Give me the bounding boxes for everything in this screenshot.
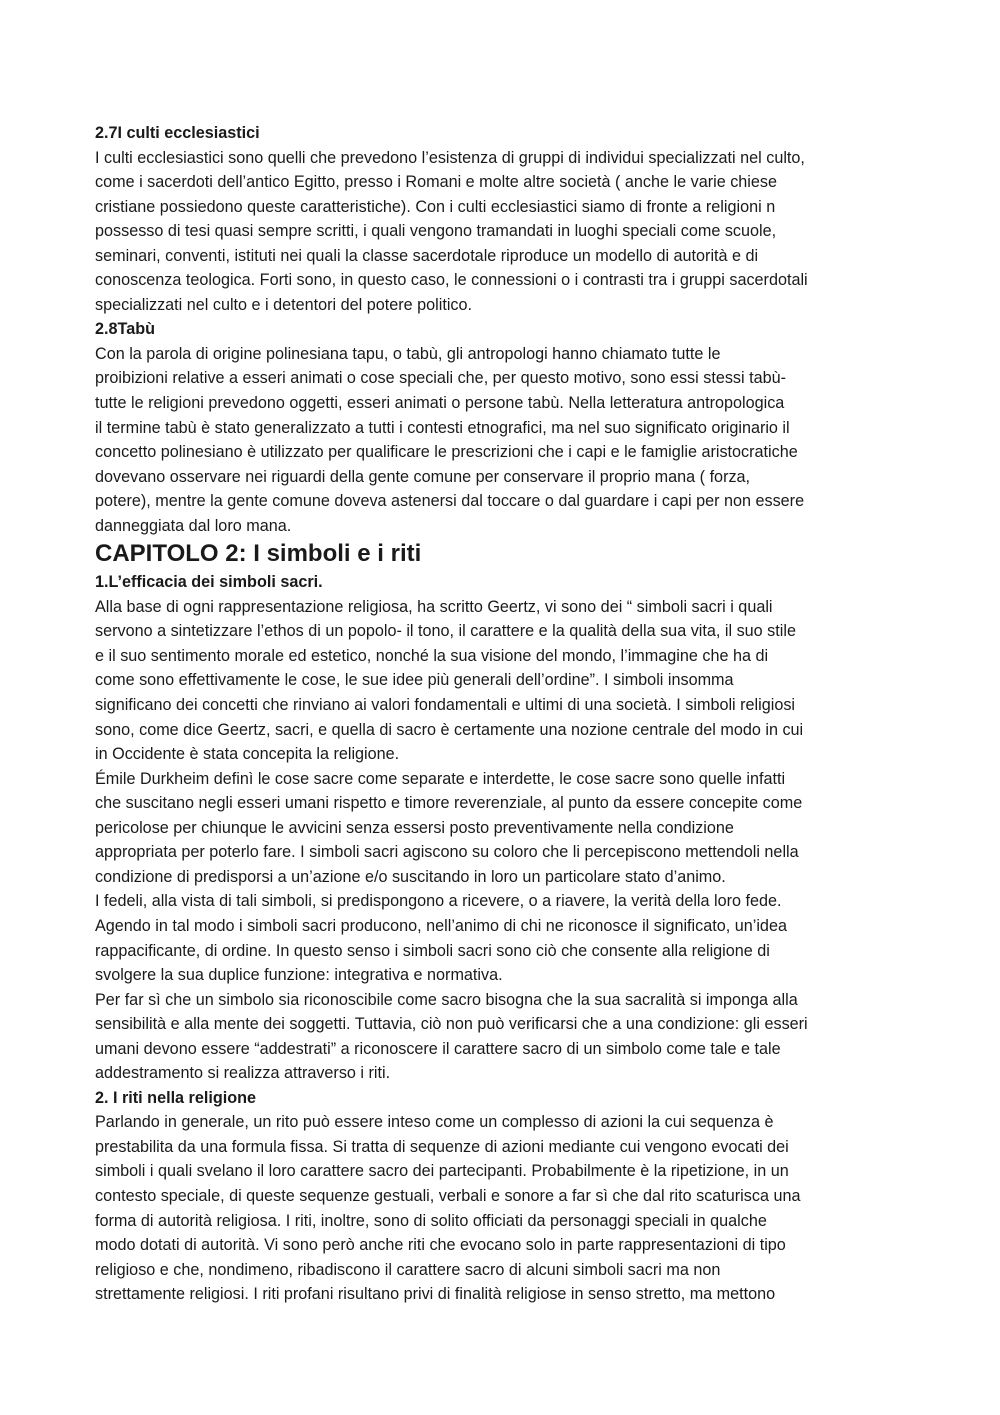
paragraph-line: concetto polinesiano è utilizzato per qualificare le prescrizioni che i capi e le famiglie aristocratiche xyxy=(95,443,798,462)
document-page xyxy=(95,121,915,1307)
paragraph-line: condizione di predisporsi a un’azione e/o suscitando in loro un particolare stato d’animo. xyxy=(95,867,726,886)
paragraph-line: come i sacerdoti dell’antico Egitto, presso i Romani e molte altre società ( anche le varie chiese xyxy=(95,173,778,192)
paragraph-line: danneggiata dal loro mana. xyxy=(95,516,292,535)
chapter-title: CAPITOLO 2: I simboli e i riti xyxy=(95,540,422,568)
paragraph-line: rappacificante, di ordine. In questo senso i simboli sacri sono ciò che consente alla religione di xyxy=(95,941,770,960)
paragraph-line: svolgere la sua duplice funzione: integrativa e normativa. xyxy=(95,966,503,985)
paragraph-line: sensibilità e alla mente dei soggetti. Tuttavia, ciò non può verificarsi che a una condizione: gli esseri xyxy=(95,1015,808,1034)
paragraph-line: strettamente religiosi. I riti profani risultano privi di finalità religiose in senso stretto, ma mettono xyxy=(95,1285,776,1304)
paragraph-line: potere), mentre la gente comune doveva astenersi dal toccare o dal guardare i capi per non essere xyxy=(95,492,805,511)
paragraph-line: il termine tabù è stato generalizzato a tutti i contesti etnografici, ma nel suo significato originario il xyxy=(95,418,790,437)
section-culti-ecclesiastici xyxy=(95,121,915,317)
paragraph-line: pericolose per chiunque le avvicini senza essersi posto preventivamente nella condizione xyxy=(95,818,734,837)
paragraph-line: Alla base di ogni rappresentazione religiosa, ha scritto Geertz, vi sono dei “ simboli sacri i quali xyxy=(95,597,773,616)
section-tabu xyxy=(95,317,915,538)
paragraph-line: specializzati nel culto e i detentori del potere politico. xyxy=(95,295,473,314)
section-riti-religione xyxy=(95,1086,915,1307)
paragraph-line: significano dei concetti che rinviano ai valori fondamentali e ultimi di una società. I simboli religiosi xyxy=(95,696,796,715)
paragraph-line: seminari, conventi, istituti nei quali la classe sacerdotale riproduce un modello di autorità e di xyxy=(95,246,759,265)
paragraph-line: come sono effettivamente le cose, le sue idee più generali dell’ordine”. I simboli insomma xyxy=(95,671,734,690)
paragraph-line: addestramento si realizza attraverso i riti. xyxy=(95,1064,391,1083)
paragraph-line: modo dotati di autorità. Vi sono però anche riti che evocano solo in parte rappresentazioni di tipo xyxy=(95,1236,786,1255)
paragraph-line: servono a sintetizzare l’ethos di un popolo- il tono, il carattere e la qualità della sua vita, il suo stile xyxy=(95,622,796,641)
section-efficacia-simboli xyxy=(95,570,915,1085)
section-heading: 2.7I culti ecclesiastici xyxy=(95,124,260,142)
paragraph-line: che suscitano negli esseri umani rispetto e timore reverenziale, al punto da essere concepite come xyxy=(95,794,803,813)
paragraph-line: appropriata per poterlo fare. I simboli sacri agiscono su coloro che li percepiscono mettendoli nella xyxy=(95,843,799,862)
paragraph-line: sono, come dice Geertz, sacri, e quella di sacro è certamente una nozione centrale del modo in cui xyxy=(95,720,804,739)
paragraph-line: contesto speciale, di queste sequenze gestuali, verbali e sonore a far sì che dal rito scaturisca una xyxy=(95,1186,801,1205)
paragraph-line: Con la parola di origine polinesiana tapu, o tabù, gli antropologi hanno chiamato tutte le xyxy=(95,344,721,363)
paragraph-line: Parlando in generale, un rito può essere inteso come un complesso di azioni la cui sequenza è xyxy=(95,1113,774,1132)
paragraph-line: e il suo sentimento morale ed estetico, nonché la sua visione del mondo, l’immagine che ha di xyxy=(95,646,769,665)
paragraph-line: conoscenza teologica. Forti sono, in questo caso, le connessioni o i contrasti tra i gruppi sacerdotali xyxy=(95,271,808,290)
paragraph-line: Agendo in tal modo i simboli sacri producono, nell’animo di chi ne riconosce il significato, un’idea xyxy=(95,916,787,935)
paragraph-line: tutte le religioni prevedono oggetti, esseri animati o persone tabù. Nella letteratura antropologica xyxy=(95,394,785,413)
paragraph-line: I culti ecclesiastici sono quelli che prevedono l’esistenza di gruppi di individui specializzati nel culto, xyxy=(95,148,805,167)
paragraph-line: I fedeli, alla vista di tali simboli, si predispongono a ricevere, o a riavere, la verità della loro fede. xyxy=(95,892,782,911)
paragraph-line: proibizioni relative a esseri animati o cose speciali che, per questo motivo, sono essi stessi tabù- xyxy=(95,369,787,388)
paragraph-line: dovevano osservare nei riguardi della gente comune per conservare il proprio mana ( forza, xyxy=(95,467,751,486)
section-heading: 2. I riti nella religione xyxy=(95,1088,257,1107)
paragraph-line: prestabilita da una formula fissa. Si tratta di sequenze di azioni mediante cui vengono evocati dei xyxy=(95,1137,789,1156)
paragraph-line: simboli i quali svelano il loro carattere sacro dei partecipanti. Probabilmente è la ripetizione, in un xyxy=(95,1162,789,1181)
paragraph-line: umani devono essere “addestrati” a riconoscere il carattere sacro di un simbolo come tale e tale xyxy=(95,1039,781,1058)
paragraph-line: forma di autorità religiosa. I riti, inoltre, sono di solito officiati da personaggi speciali in qualche xyxy=(95,1211,767,1230)
paragraph-line: in Occidente è stata concepita la religione. xyxy=(95,745,400,764)
paragraph-line: Émile Durkheim definì le cose sacre come separate e interdette, le cose sacre sono quelle infatti xyxy=(95,769,786,788)
paragraph-line: Per far sì che un simbolo sia riconoscibile come sacro bisogna che la sua sacralità si imponga alla xyxy=(95,990,798,1009)
paragraph-line: cristiane possiedono queste caratteristiche). Con i culti ecclesiastici siamo di fronte a religioni n xyxy=(95,197,776,216)
section-heading: 2.8Tabù xyxy=(95,320,155,339)
paragraph-line: possesso di tesi quasi sempre scritti, i quali vengono tramandati in luoghi speciali come scuole, xyxy=(95,222,777,241)
paragraph-line: religioso e che, nondimeno, ribadiscono il carattere sacro di alcuni simboli sacri ma non xyxy=(95,1260,721,1279)
section-heading: 1.L’efficacia dei simboli sacri. xyxy=(95,573,323,592)
